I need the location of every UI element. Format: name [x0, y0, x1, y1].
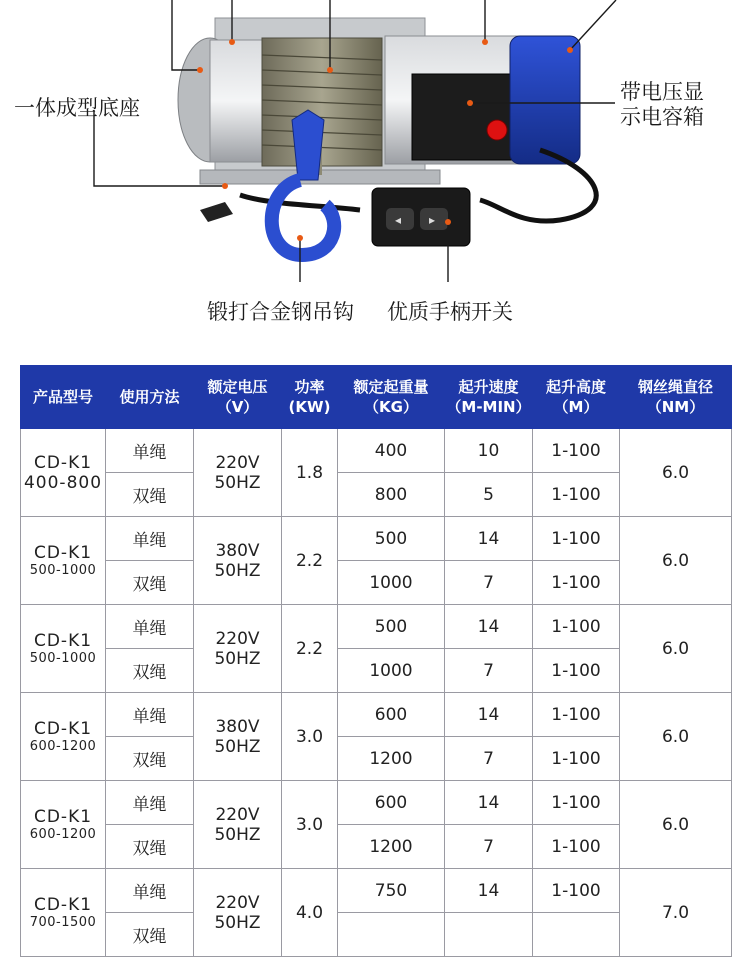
cell-method: 单绳	[106, 693, 194, 737]
cell-height: 1-100	[533, 737, 620, 781]
cell-method: 双绳	[106, 825, 194, 869]
cell-rope: 6.0	[620, 517, 732, 605]
cell-voltage: 220V 50HZ	[194, 869, 282, 957]
cell-rope: 6.0	[620, 693, 732, 781]
cell-height: 1-100	[533, 473, 620, 517]
cell-rope: 6.0	[620, 429, 732, 517]
electric-winch-hoist-icon	[0, 0, 750, 340]
cell-method: 双绳	[106, 561, 194, 605]
cell-voltage: 220V 50HZ	[194, 781, 282, 869]
cell-model: CD-K1 400-800	[21, 429, 106, 517]
svg-text:▸: ▸	[429, 213, 436, 227]
cell-height: 1-100	[533, 649, 620, 693]
table-row	[21, 869, 732, 913]
cell-model: CD-K1 600-1200	[21, 781, 106, 869]
cell-power: 2.2	[282, 517, 338, 605]
cell-load: 400	[338, 429, 445, 473]
cell-voltage: 380V 50HZ	[194, 517, 282, 605]
callout-switch: 优质手柄开关	[387, 300, 513, 324]
header-speed: 起升速度 （M-MIN）	[445, 366, 533, 429]
cell-rope: 6.0	[620, 781, 732, 869]
cell-height	[533, 913, 620, 957]
cell-power: 2.2	[282, 605, 338, 693]
cell-load: 1000	[338, 649, 445, 693]
cell-model: CD-K1 600-1200	[21, 693, 106, 781]
cell-speed: 14	[445, 869, 533, 913]
callout-voltage-box-line1: 带电压显	[620, 80, 704, 104]
cell-speed: 7	[445, 561, 533, 605]
cell-power: 4.0	[282, 869, 338, 957]
table-row	[21, 517, 732, 561]
cell-load: 500	[338, 605, 445, 649]
cell-load: 1200	[338, 737, 445, 781]
cell-rope: 7.0	[620, 869, 732, 957]
table-row	[21, 781, 732, 825]
header-model: 产品型号	[21, 366, 106, 429]
cell-speed: 7	[445, 825, 533, 869]
cell-method: 单绳	[106, 605, 194, 649]
cell-method: 双绳	[106, 737, 194, 781]
cell-load: 500	[338, 517, 445, 561]
cell-speed: 5	[445, 473, 533, 517]
cell-height: 1-100	[533, 825, 620, 869]
callout-hook: 锻打合金钢吊钩	[207, 300, 354, 324]
cell-height: 1-100	[533, 561, 620, 605]
cell-method: 双绳	[106, 913, 194, 957]
cell-speed	[445, 913, 533, 957]
cell-height: 1-100	[533, 869, 620, 913]
callout-voltage-box-line2: 示电容箱	[620, 105, 704, 129]
cell-method: 单绳	[106, 429, 194, 473]
callout-base: 一体成型底座	[14, 96, 140, 120]
cell-speed: 14	[445, 781, 533, 825]
cell-method: 单绳	[106, 869, 194, 913]
table-row	[21, 693, 732, 737]
cell-height: 1-100	[533, 517, 620, 561]
cell-speed: 14	[445, 605, 533, 649]
cell-model: CD-K1 500-1000	[21, 517, 106, 605]
spec-table-container	[20, 365, 730, 957]
cell-power: 3.0	[282, 693, 338, 781]
spec-table	[20, 365, 732, 957]
cell-model: CD-K1 700-1500	[21, 869, 106, 957]
cell-load: 600	[338, 781, 445, 825]
header-height: 起升高度 （M）	[533, 366, 620, 429]
cell-speed: 7	[445, 649, 533, 693]
cell-method: 双绳	[106, 473, 194, 517]
cell-load: 600	[338, 693, 445, 737]
cell-height: 1-100	[533, 605, 620, 649]
cell-speed: 14	[445, 693, 533, 737]
cell-voltage: 220V 50HZ	[194, 605, 282, 693]
cell-method: 双绳	[106, 649, 194, 693]
cell-power: 3.0	[282, 781, 338, 869]
header-rope: 钢丝绳直径 （NM）	[620, 366, 732, 429]
header-method: 使用方法	[106, 366, 194, 429]
cell-height: 1-100	[533, 781, 620, 825]
cell-load: 1200	[338, 825, 445, 869]
cell-load: 800	[338, 473, 445, 517]
cell-rope: 6.0	[620, 605, 732, 693]
cell-load	[338, 913, 445, 957]
cell-model: CD-K1 500-1000	[21, 605, 106, 693]
cell-load: 750	[338, 869, 445, 913]
header-voltage: 额定电压 （V）	[194, 366, 282, 429]
header-power: 功率 (KW)	[282, 366, 338, 429]
svg-text:◂: ◂	[395, 213, 402, 227]
cell-voltage: 220V 50HZ	[194, 429, 282, 517]
cell-height: 1-100	[533, 693, 620, 737]
cell-load: 1000	[338, 561, 445, 605]
cell-speed: 14	[445, 517, 533, 561]
product-hero	[0, 0, 750, 340]
cell-height: 1-100	[533, 429, 620, 473]
cell-speed: 7	[445, 737, 533, 781]
cell-voltage: 380V 50HZ	[194, 693, 282, 781]
header-load: 额定起重量 （KG）	[338, 366, 445, 429]
cell-speed: 10	[445, 429, 533, 473]
table-row	[21, 429, 732, 473]
cell-method: 单绳	[106, 517, 194, 561]
table-row	[21, 605, 732, 649]
cell-power: 1.8	[282, 429, 338, 517]
cell-method: 单绳	[106, 781, 194, 825]
table-header-row	[21, 366, 732, 429]
